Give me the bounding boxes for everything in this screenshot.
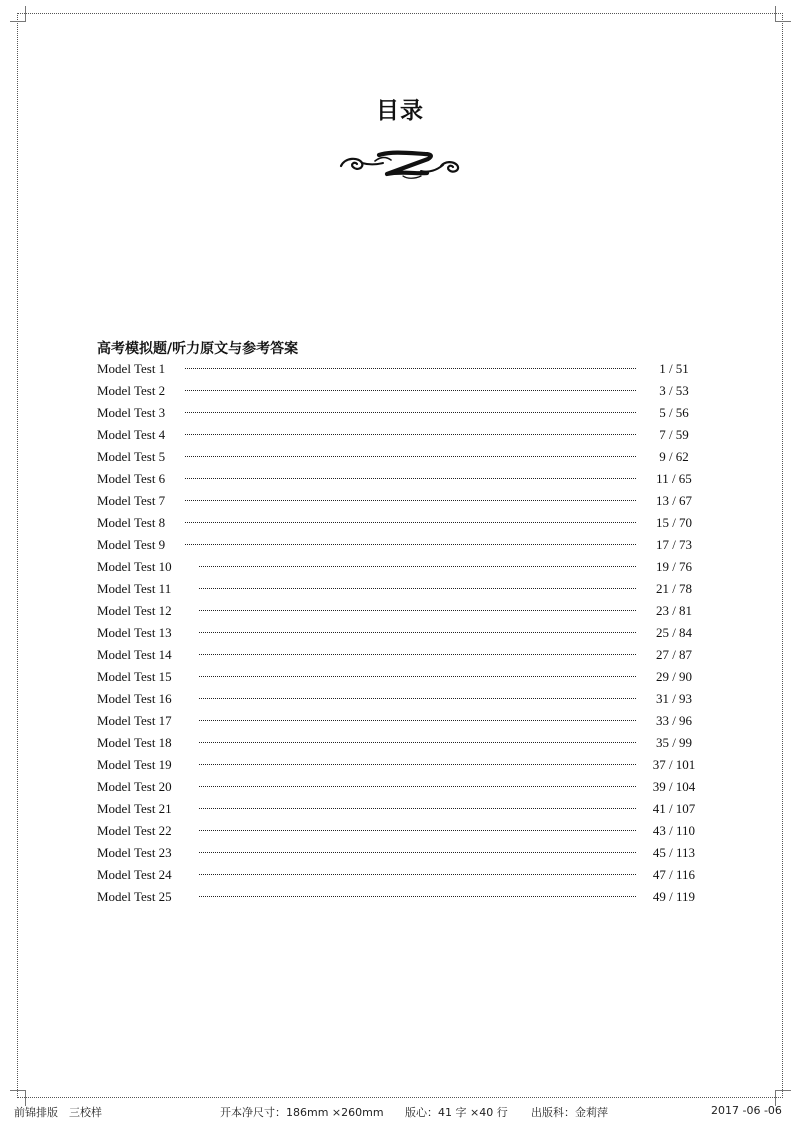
crop-mark-top-right [775,6,791,22]
toc-entry[interactable] [97,776,702,798]
toc-entry-label: Model Test 18 [97,735,172,750]
toc-entry-label: Model Test 21 [97,801,172,816]
toc-entry[interactable] [97,688,702,710]
dot-leader [199,873,636,875]
dot-leader [199,763,636,765]
toc-entry[interactable] [97,644,702,666]
toc-entry-label: Model Test 14 [97,647,172,662]
page-title: 目录 [376,98,424,124]
toc-entry-pages: 35 / 99 [655,735,693,750]
dot-leader [199,675,636,677]
toc-entry-label: Model Test 23 [97,845,172,860]
toc-entry-label: Model Test 12 [97,603,172,618]
dot-leader [199,587,636,589]
toc-entry-pages: 7 / 59 [659,427,689,442]
dot-leader [199,609,636,611]
footer-type-area: 版心：41 字 ×40 行 [405,1106,508,1119]
toc-entry[interactable] [97,358,702,380]
dot-leader [185,521,636,523]
toc-entry-label: Model Test 16 [97,691,172,706]
dot-leader [185,389,636,391]
toc-entry[interactable] [97,424,702,446]
flourish-ornament-icon [335,143,465,187]
toc-entry[interactable] [97,512,702,534]
toc-entry[interactable] [97,446,702,468]
dot-leader [199,565,636,567]
dot-leader [185,433,636,435]
toc-entry[interactable] [97,820,702,842]
toc-entry-pages: 1 / 51 [659,361,689,376]
toc-entry-label: Model Test 20 [97,779,172,794]
footer-date: 2017 -06 -06 [711,1104,782,1117]
toc-entry-pages: 17 / 73 [655,537,693,552]
toc-entry-pages: 3 / 53 [659,383,689,398]
toc-entry-pages: 47 / 116 [652,867,696,882]
toc-entry-pages: 33 / 96 [655,713,693,728]
toc-entry[interactable] [97,622,702,644]
dot-leader [185,477,636,479]
toc-entry-label: Model Test 6 [97,471,166,486]
toc-entry-pages: 29 / 90 [655,669,693,684]
toc-entry[interactable] [97,886,702,908]
table-of-contents [97,358,702,908]
dot-leader [199,719,636,721]
toc-entry[interactable] [97,864,702,886]
toc-entry[interactable] [97,380,702,402]
toc-entry-pages: 23 / 81 [655,603,693,618]
toc-entry[interactable] [97,534,702,556]
toc-entry-label: Model Test 8 [97,515,166,530]
toc-entry-label: Model Test 24 [97,867,172,882]
dot-leader [199,785,636,787]
toc-entry-label: Model Test 22 [97,823,172,838]
dot-leader [199,631,636,633]
toc-entry-pages: 27 / 87 [655,647,693,662]
toc-entry-label: Model Test 17 [97,713,172,728]
toc-entry[interactable] [97,578,702,600]
toc-entry[interactable] [97,798,702,820]
section-heading: 高考模拟题/听力原文与参考答案 [97,341,299,357]
dot-leader [185,499,636,501]
toc-entry-label: Model Test 19 [97,757,172,772]
dot-leader [185,543,636,545]
dot-leader [199,895,636,897]
toc-entry-pages: 49 / 119 [652,889,696,904]
toc-entry-label: Model Test 25 [97,889,172,904]
footer-publisher-dept: 出版科：金莉萍 [531,1106,608,1119]
footer-layout-info: 前锦排版 三校样 [14,1106,102,1119]
dot-leader [199,829,636,831]
toc-entry-label: Model Test 3 [97,405,166,420]
toc-entry-pages: 13 / 67 [655,493,693,508]
toc-entry-pages: 11 / 65 [656,471,692,486]
toc-entry-label: Model Test 4 [97,427,166,442]
toc-entry[interactable] [97,754,702,776]
toc-entry-pages: 19 / 76 [655,559,693,574]
dot-leader [185,367,636,369]
footer-trim-size: 开本净尺寸：186mm ×260mm [220,1106,384,1119]
dot-leader [199,741,636,743]
toc-entry[interactable] [97,402,702,424]
toc-entry[interactable] [97,710,702,732]
toc-entry-label: Model Test 5 [97,449,166,464]
toc-entry-pages: 15 / 70 [655,515,693,530]
toc-entry-pages: 31 / 93 [655,691,693,706]
toc-entry[interactable] [97,556,702,578]
toc-entry-pages: 21 / 78 [655,581,693,596]
toc-entry[interactable] [97,468,702,490]
toc-entry[interactable] [97,490,702,512]
toc-entry-pages: 37 / 101 [652,757,696,772]
toc-entry-pages: 45 / 113 [652,845,696,860]
toc-entry-pages: 5 / 56 [659,405,689,420]
toc-entry[interactable] [97,666,702,688]
toc-entry-label: Model Test 2 [97,383,166,398]
dot-leader [199,653,636,655]
crop-mark-top-left [10,6,26,22]
toc-entry-pages: 41 / 107 [652,801,696,816]
toc-entry-label: Model Test 1 [97,361,166,376]
toc-entry-label: Model Test 11 [97,581,172,596]
toc-entry-pages: 39 / 104 [652,779,696,794]
toc-entry-pages: 25 / 84 [655,625,693,640]
toc-entry-pages: 9 / 62 [659,449,689,464]
dot-leader [185,455,636,457]
toc-entry-label: Model Test 10 [97,559,172,574]
toc-entry-pages: 43 / 110 [652,823,696,838]
dot-leader [199,851,636,853]
toc-entry-label: Model Test 7 [97,493,166,508]
dot-leader [199,807,636,809]
print-footer [0,1104,800,1122]
toc-entry-label: Model Test 13 [97,625,172,640]
toc-entry-label: Model Test 9 [97,537,166,552]
toc-entry[interactable] [97,842,702,864]
dot-leader [185,411,636,413]
toc-entry[interactable] [97,732,702,754]
toc-entry-label: Model Test 15 [97,669,172,684]
toc-entry[interactable] [97,600,702,622]
dot-leader [199,697,636,699]
